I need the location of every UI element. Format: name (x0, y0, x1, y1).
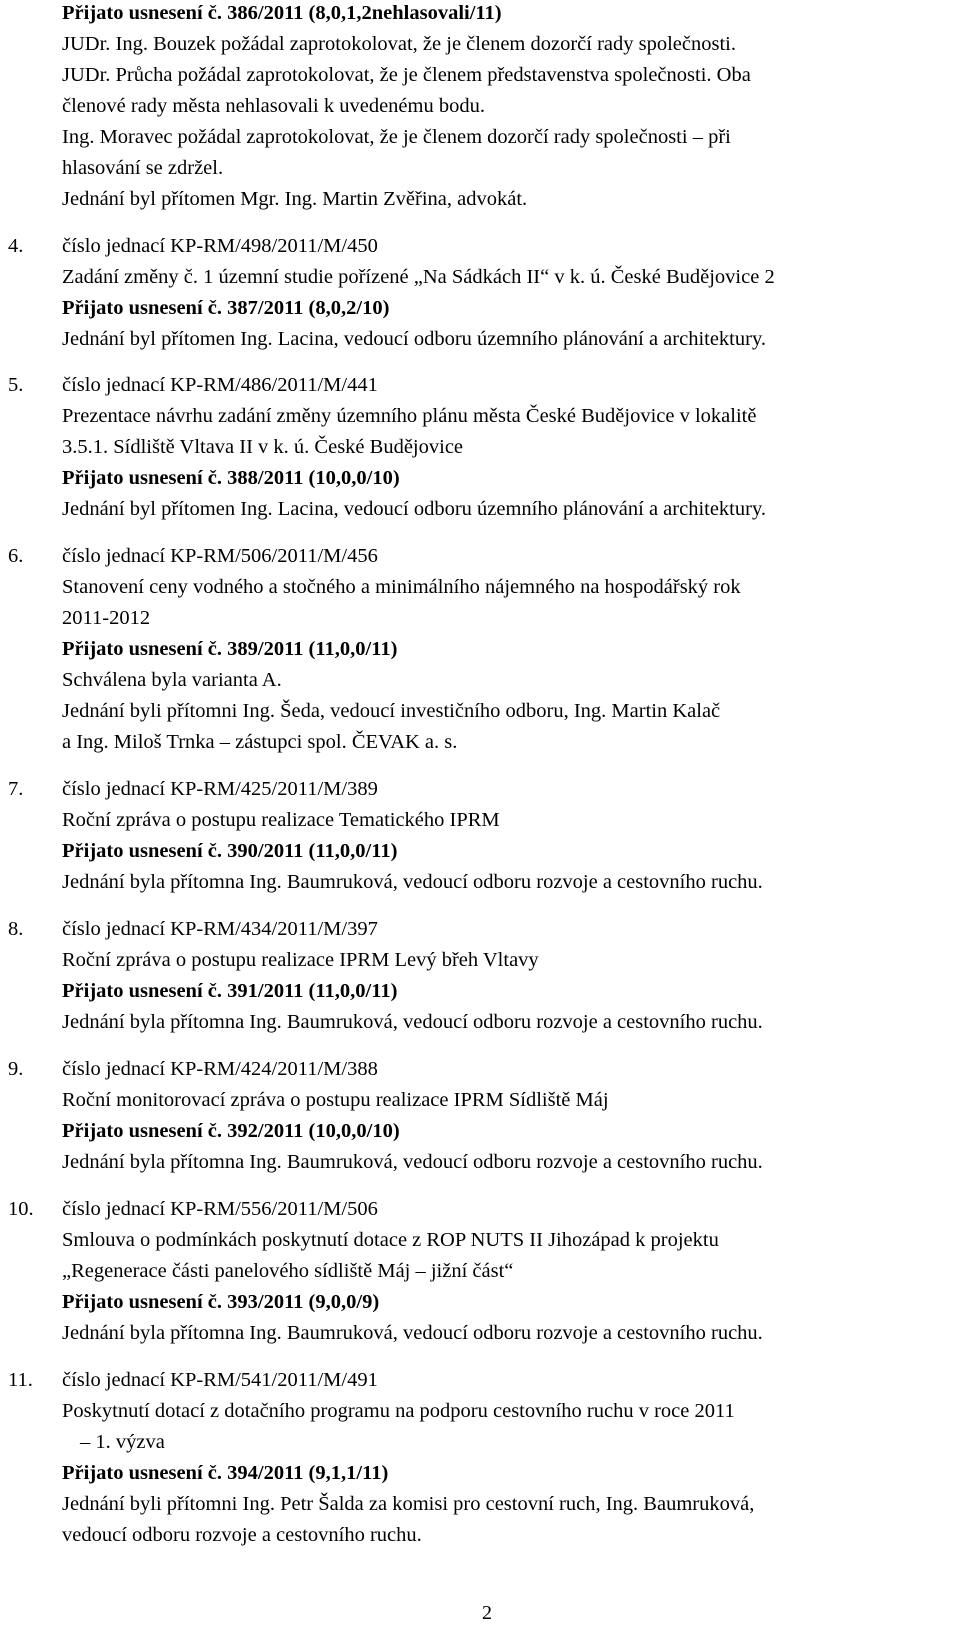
item-title: Zadání změny č. 1 územní studie pořízené „Na Sádkách II“ v k. ú. České Budějovice 2 (62, 266, 775, 288)
item-title: Prezentace návrhu zadání změny územního plánu města České Budějovice v lokalitě (62, 405, 757, 427)
item-title: 3.5.1. Sídliště Vltava II v k. ú. České Budějovice (62, 436, 464, 458)
attendance-line: Jednání byl přítomen Ing. Lacina, vedoucí odboru územního plánování a architektury. (62, 328, 766, 350)
resolution-line: Přijato usnesení č. 388/2011 (10,0,0/10) (62, 467, 400, 489)
item-number: 4. (8, 235, 24, 257)
item-number: 6. (8, 545, 24, 567)
note-line: Ing. Moravec požádal zaprotokolovat, že je členem dozorčí rady společnosti – při (62, 126, 731, 148)
resolution-line: Přijato usnesení č. 387/2011 (8,0,2/10) (62, 297, 390, 319)
item-number: 7. (8, 778, 24, 800)
reference-number: číslo jednací KP-RM/486/2011/M/441 (62, 374, 378, 396)
resolution-line: Přijato usnesení č. 392/2011 (10,0,0/10) (62, 1120, 400, 1142)
attendance-line: Jednání byl přítomen Ing. Lacina, vedoucí odboru územního plánování a architektury. (62, 498, 766, 520)
reference-number: číslo jednací KP-RM/541/2011/M/491 (62, 1369, 378, 1391)
page-number: 2 (482, 1602, 492, 1624)
resolution-line: Přijato usnesení č. 393/2011 (9,0,0/9) (62, 1291, 380, 1313)
note-line: Schválena byla varianta A. (62, 669, 282, 691)
attendance-line: Jednání byli přítomni Ing. Šeda, vedoucí investičního odboru, Ing. Martin Kalač (62, 700, 721, 722)
item-title: Roční zpráva o postupu realizace IPRM Levý břeh Vltavy (62, 949, 539, 971)
reference-number: číslo jednací KP-RM/425/2011/M/389 (62, 778, 378, 800)
reference-number: číslo jednací KP-RM/498/2011/M/450 (62, 235, 378, 257)
item-title: – 1. výzva (80, 1431, 165, 1453)
resolution-line: Přijato usnesení č. 394/2011 (9,1,1/11) (62, 1462, 389, 1484)
note-line: členové rady města nehlasovali k uvedenému bodu. (62, 95, 485, 117)
item-title: Stanovení ceny vodného a stočného a minimálního nájemného na hospodářský rok (62, 576, 741, 598)
attendance-line: Jednání byla přítomna Ing. Baumruková, vedoucí odboru rozvoje a cestovního ruchu. (62, 871, 763, 893)
item-number: 5. (8, 374, 24, 396)
attendance-line: a Ing. Miloš Trnka – zástupci spol. ČEVAK a. s. (62, 731, 458, 753)
attendance-line: Jednání byli přítomni Ing. Petr Šalda za komisi pro cestovní ruch, Ing. Baumruková, (62, 1493, 755, 1515)
item-number: 11. (8, 1369, 33, 1391)
resolution-line: Přijato usnesení č. 386/2011 (8,0,1,2nehlasovali/11) (62, 2, 502, 24)
item-title: Smlouva o podmínkách poskytnutí dotace z ROP NUTS II Jihozápad k projektu (62, 1229, 719, 1251)
reference-number: číslo jednací KP-RM/506/2011/M/456 (62, 545, 378, 567)
resolution-line: Přijato usnesení č. 390/2011 (11,0,0/11) (62, 840, 398, 862)
item-title: Roční zpráva o postupu realizace Tematického IPRM (62, 809, 500, 831)
reference-number: číslo jednací KP-RM/434/2011/M/397 (62, 918, 378, 940)
resolution-line: Přijato usnesení č. 389/2011 (11,0,0/11) (62, 638, 398, 660)
item-number: 8. (8, 918, 24, 940)
reference-number: číslo jednací KP-RM/424/2011/M/388 (62, 1058, 378, 1080)
attendance-line: Jednání byl přítomen Mgr. Ing. Martin Zvěřina, advokát. (62, 188, 528, 210)
attendance-line: Jednání byla přítomna Ing. Baumruková, vedoucí odboru rozvoje a cestovního ruchu. (62, 1011, 763, 1033)
item-number: 9. (8, 1058, 24, 1080)
attendance-line: vedoucí odboru rozvoje a cestovního ruchu. (62, 1524, 422, 1546)
item-title: „Regenerace části panelového sídliště Máj – jižní část“ (62, 1260, 514, 1282)
reference-number: číslo jednací KP-RM/556/2011/M/506 (62, 1198, 378, 1220)
note-line: hlasování se zdržel. (62, 157, 224, 179)
item-title: Roční monitorovací zpráva o postupu realizace IPRM Sídliště Máj (62, 1089, 609, 1111)
attendance-line: Jednání byla přítomna Ing. Baumruková, vedoucí odboru rozvoje a cestovního ruchu. (62, 1151, 763, 1173)
note-line: JUDr. Průcha požádal zaprotokolovat, že je členem představenstva společnosti. Oba (62, 64, 751, 86)
note-line: JUDr. Ing. Bouzek požádal zaprotokolovat, že je členem dozorčí rady společnosti. (62, 33, 736, 55)
item-title: Poskytnutí dotací z dotačního programu na podporu cestovního ruchu v roce 2011 (62, 1400, 735, 1422)
item-title: 2011-2012 (62, 607, 151, 629)
resolution-line: Přijato usnesení č. 391/2011 (11,0,0/11) (62, 980, 398, 1002)
item-number: 10. (8, 1198, 34, 1220)
attendance-line: Jednání byla přítomna Ing. Baumruková, vedoucí odboru rozvoje a cestovního ruchu. (62, 1322, 763, 1344)
